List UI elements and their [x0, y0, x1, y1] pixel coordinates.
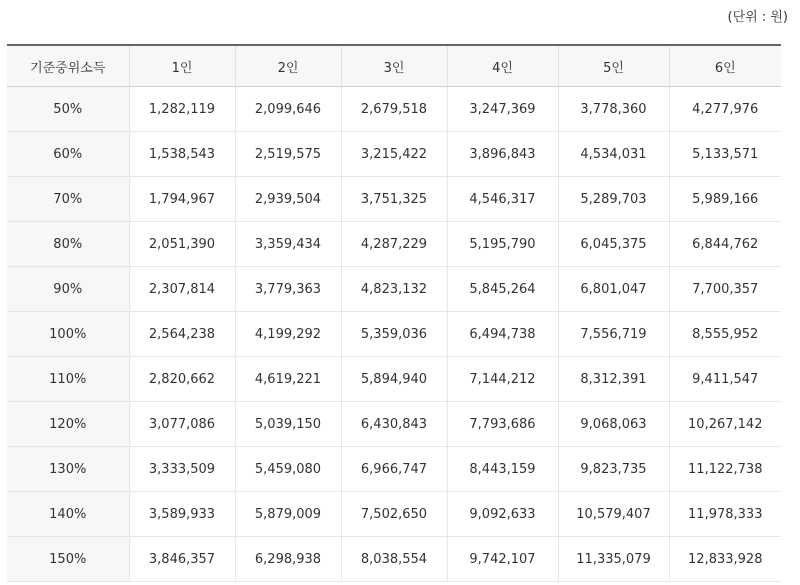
- amount-cell: 3,779,363: [235, 267, 341, 312]
- amount-cell: 4,619,221: [235, 357, 341, 402]
- amount-cell: 6,801,047: [558, 267, 669, 312]
- table-row: [7, 312, 781, 357]
- amount-cell: 9,823,735: [558, 447, 669, 492]
- amount-cell: 7,793,686: [447, 402, 558, 447]
- row-label-cell: 80%: [7, 222, 129, 267]
- row-label-cell: 90%: [7, 267, 129, 312]
- amount-cell: 6,494,738: [447, 312, 558, 357]
- row-label-cell: 100%: [7, 312, 129, 357]
- amount-cell: 5,359,036: [341, 312, 447, 357]
- amount-cell: 9,411,547: [669, 357, 781, 402]
- amount-cell: 11,335,079: [558, 537, 669, 582]
- table-row: [7, 402, 781, 447]
- amount-cell: 2,099,646: [235, 87, 341, 132]
- amount-cell: 4,199,292: [235, 312, 341, 357]
- amount-cell: 9,092,633: [447, 492, 558, 537]
- row-label-cell: 60%: [7, 132, 129, 177]
- amount-cell: 1,538,543: [129, 132, 235, 177]
- amount-cell: 5,459,080: [235, 447, 341, 492]
- amount-cell: 2,939,504: [235, 177, 341, 222]
- amount-cell: 5,195,790: [447, 222, 558, 267]
- amount-cell: 5,039,150: [235, 402, 341, 447]
- amount-cell: 7,502,650: [341, 492, 447, 537]
- table-body: [7, 87, 781, 582]
- amount-cell: 3,359,434: [235, 222, 341, 267]
- amount-cell: 3,077,086: [129, 402, 235, 447]
- table-header: [7, 45, 781, 87]
- amount-cell: 6,045,375: [558, 222, 669, 267]
- row-label-cell: 120%: [7, 402, 129, 447]
- amount-cell: 7,144,212: [447, 357, 558, 402]
- amount-cell: 5,289,703: [558, 177, 669, 222]
- median-income-table: [7, 44, 781, 582]
- amount-cell: 6,298,938: [235, 537, 341, 582]
- amount-cell: 4,823,132: [341, 267, 447, 312]
- amount-cell: 6,430,843: [341, 402, 447, 447]
- amount-cell: 2,307,814: [129, 267, 235, 312]
- amount-cell: 3,215,422: [341, 132, 447, 177]
- amount-cell: 8,555,952: [669, 312, 781, 357]
- amount-cell: 1,794,967: [129, 177, 235, 222]
- amount-cell: 3,247,369: [447, 87, 558, 132]
- header-cell-household-5: 5인: [558, 45, 669, 87]
- amount-cell: 6,844,762: [669, 222, 781, 267]
- amount-cell: 5,894,940: [341, 357, 447, 402]
- amount-cell: 12,833,928: [669, 537, 781, 582]
- amount-cell: 2,519,575: [235, 132, 341, 177]
- amount-cell: 4,546,317: [447, 177, 558, 222]
- table-row: [7, 132, 781, 177]
- amount-cell: 6,966,747: [341, 447, 447, 492]
- row-label-cell: 110%: [7, 357, 129, 402]
- header-cell-household-3: 3인: [341, 45, 447, 87]
- header-row: [7, 45, 781, 87]
- amount-cell: 3,896,843: [447, 132, 558, 177]
- amount-cell: 2,679,518: [341, 87, 447, 132]
- amount-cell: 9,068,063: [558, 402, 669, 447]
- row-label-cell: 50%: [7, 87, 129, 132]
- amount-cell: 7,700,357: [669, 267, 781, 312]
- amount-cell: 5,879,009: [235, 492, 341, 537]
- table-row: [7, 267, 781, 312]
- amount-cell: 8,312,391: [558, 357, 669, 402]
- table-row: [7, 492, 781, 537]
- row-label-cell: 130%: [7, 447, 129, 492]
- amount-cell: 7,556,719: [558, 312, 669, 357]
- amount-cell: 4,534,031: [558, 132, 669, 177]
- amount-cell: 3,778,360: [558, 87, 669, 132]
- header-cell-household-2: 2인: [235, 45, 341, 87]
- amount-cell: 11,978,333: [669, 492, 781, 537]
- table-row: [7, 87, 781, 132]
- amount-cell: 10,267,142: [669, 402, 781, 447]
- amount-cell: 5,989,166: [669, 177, 781, 222]
- header-cell-household-6: 6인: [669, 45, 781, 87]
- table-row: [7, 357, 781, 402]
- table-row: [7, 447, 781, 492]
- amount-cell: 11,122,738: [669, 447, 781, 492]
- table-row: [7, 177, 781, 222]
- amount-cell: 4,277,976: [669, 87, 781, 132]
- amount-cell: 1,282,119: [129, 87, 235, 132]
- header-cell-median-income: 기준중위소득: [7, 45, 129, 87]
- header-cell-household-1: 1인: [129, 45, 235, 87]
- amount-cell: 3,333,509: [129, 447, 235, 492]
- amount-cell: 3,846,357: [129, 537, 235, 582]
- amount-cell: 8,443,159: [447, 447, 558, 492]
- amount-cell: 2,051,390: [129, 222, 235, 267]
- amount-cell: 9,742,107: [447, 537, 558, 582]
- median-income-table-container: [7, 44, 781, 582]
- amount-cell: 2,820,662: [129, 357, 235, 402]
- table-row: [7, 537, 781, 582]
- amount-cell: 5,845,264: [447, 267, 558, 312]
- amount-cell: 10,579,407: [558, 492, 669, 537]
- amount-cell: 2,564,238: [129, 312, 235, 357]
- amount-cell: 5,133,571: [669, 132, 781, 177]
- amount-cell: 8,038,554: [341, 537, 447, 582]
- table-row: [7, 222, 781, 267]
- row-label-cell: 140%: [7, 492, 129, 537]
- amount-cell: 4,287,229: [341, 222, 447, 267]
- row-label-cell: 150%: [7, 537, 129, 582]
- row-label-cell: 70%: [7, 177, 129, 222]
- header-cell-household-4: 4인: [447, 45, 558, 87]
- amount-cell: 3,751,325: [341, 177, 447, 222]
- amount-cell: 3,589,933: [129, 492, 235, 537]
- unit-note: (단위 : 원): [727, 10, 788, 25]
